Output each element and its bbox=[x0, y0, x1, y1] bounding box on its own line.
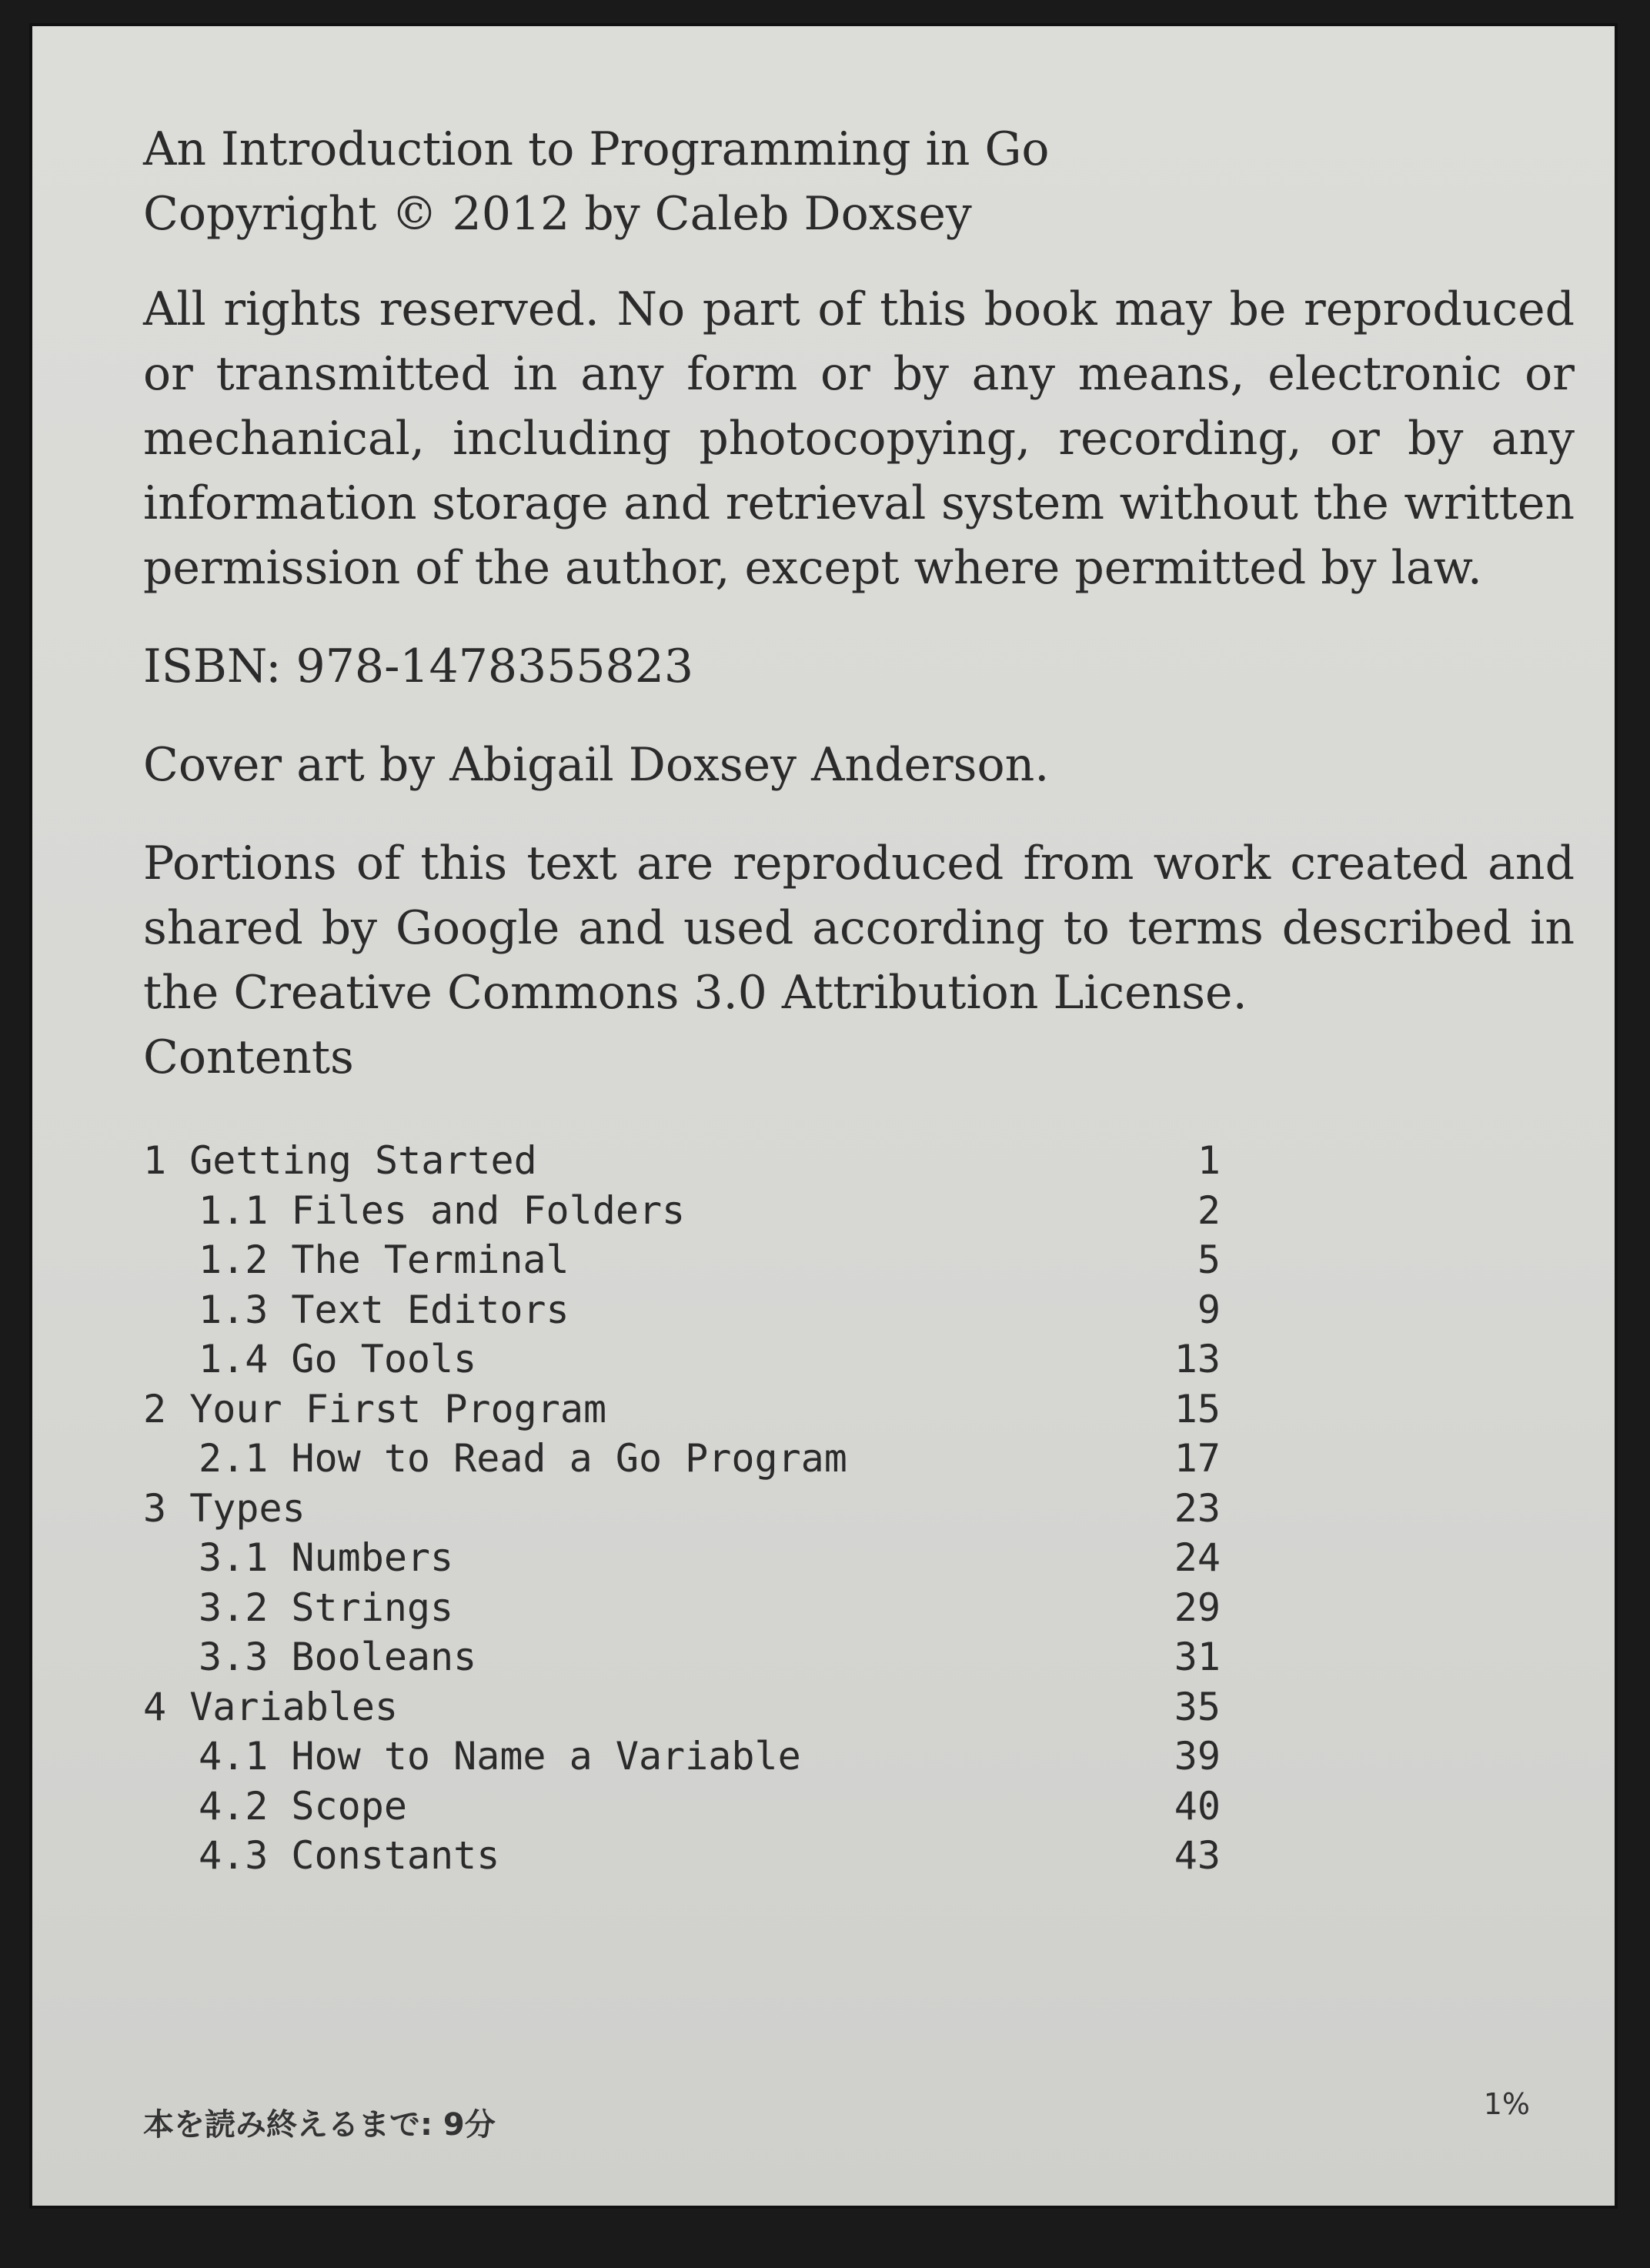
cover-credit: Cover art by Abigail Doxsey Anderson. bbox=[143, 738, 1050, 792]
toc-entry[interactable] bbox=[143, 1385, 1221, 1435]
toc-entry[interactable] bbox=[143, 1434, 1221, 1484]
toc-entry-page: 9 bbox=[1197, 1287, 1221, 1332]
toc-entry-title: 1.3 Text Editors bbox=[199, 1287, 569, 1332]
time-left-indicator: 本を読み終えるまで: 9分 bbox=[143, 2107, 496, 2143]
toc-entry-page: 31 bbox=[1174, 1635, 1221, 1679]
toc-entry[interactable] bbox=[143, 1186, 1221, 1236]
toc-entry-title: 2 Your First Program bbox=[143, 1386, 607, 1431]
toc-entry-page: 39 bbox=[1174, 1734, 1221, 1779]
toc-entry-title: 4 Variables bbox=[143, 1684, 399, 1729]
toc-entry-page: 17 bbox=[1174, 1436, 1221, 1481]
toc-entry-page: 24 bbox=[1174, 1535, 1221, 1580]
table-of-contents bbox=[143, 1136, 1221, 1881]
contents-heading: Contents bbox=[143, 1030, 354, 1084]
toc-entry[interactable] bbox=[143, 1782, 1221, 1832]
toc-entry-title: 3.2 Strings bbox=[199, 1585, 454, 1630]
toc-entry[interactable] bbox=[143, 1484, 1221, 1534]
ereader-screen[interactable] bbox=[29, 23, 1618, 2209]
isbn-line: ISBN: 978-1478355823 bbox=[143, 640, 694, 693]
toc-entry-page: 15 bbox=[1174, 1386, 1221, 1431]
toc-entry-page: 29 bbox=[1174, 1585, 1221, 1630]
toc-entry[interactable] bbox=[143, 1285, 1221, 1335]
license-paragraph: Portions of this text are reproduced from work created and shared by Google and used according to terms described in the Creative Commons 3.0 Attribution License. bbox=[143, 837, 1575, 1020]
toc-entry-page: 23 bbox=[1174, 1485, 1221, 1531]
toc-entry[interactable] bbox=[143, 1235, 1221, 1285]
toc-entry-title: 1.2 The Terminal bbox=[199, 1238, 569, 1282]
toc-entry-page: 35 bbox=[1174, 1684, 1221, 1729]
copyright-line: Copyright © 2012 by Caleb Doxsey bbox=[143, 187, 972, 241]
toc-entry[interactable] bbox=[143, 1632, 1221, 1682]
toc-entry-title: 2.1 How to Read a Go Program bbox=[199, 1436, 847, 1481]
toc-entry-title: 3.3 Booleans bbox=[199, 1635, 477, 1679]
toc-entry-page: 2 bbox=[1197, 1187, 1221, 1233]
toc-entry-title: 1 Getting Started bbox=[143, 1138, 537, 1183]
toc-entry-title: 1.1 Files and Folders bbox=[199, 1187, 686, 1233]
toc-entry[interactable] bbox=[143, 1334, 1221, 1385]
toc-entry[interactable] bbox=[143, 1831, 1221, 1881]
toc-entry-title: 4.3 Constants bbox=[199, 1833, 500, 1878]
rights-paragraph: All rights reserved. No part of this book may be reproduced or transmitted in any form or by any means, electronic or mechanical, including photocopying, recording, or by any information storage and retrieval system without the written permission of the author, except where permitted by law. bbox=[143, 282, 1575, 595]
toc-entry[interactable] bbox=[143, 1583, 1221, 1633]
toc-entry-page: 40 bbox=[1174, 1783, 1221, 1829]
toc-entry-title: 1.4 Go Tools bbox=[199, 1337, 477, 1381]
reading-progress: 1% bbox=[1483, 2087, 1530, 2121]
toc-entry-title: 3 Types bbox=[143, 1485, 306, 1531]
toc-entry-title: 4.2 Scope bbox=[199, 1783, 407, 1829]
copyright-header bbox=[143, 117, 1582, 246]
toc-entry[interactable] bbox=[143, 1682, 1221, 1732]
toc-entry-title: 4.1 How to Name a Variable bbox=[199, 1734, 801, 1779]
toc-entry-page: 43 bbox=[1174, 1833, 1221, 1878]
toc-entry-page: 13 bbox=[1174, 1337, 1221, 1381]
book-page bbox=[143, 117, 1582, 1881]
toc-entry[interactable] bbox=[143, 1533, 1221, 1583]
toc-entry[interactable] bbox=[143, 1732, 1221, 1782]
toc-entry-page: 1 bbox=[1197, 1138, 1221, 1183]
toc-entry-page: 5 bbox=[1197, 1238, 1221, 1282]
toc-entry-title: 3.1 Numbers bbox=[199, 1535, 454, 1580]
toc-entry[interactable] bbox=[143, 1136, 1221, 1186]
book-title: An Introduction to Programming in Go bbox=[143, 122, 1050, 176]
